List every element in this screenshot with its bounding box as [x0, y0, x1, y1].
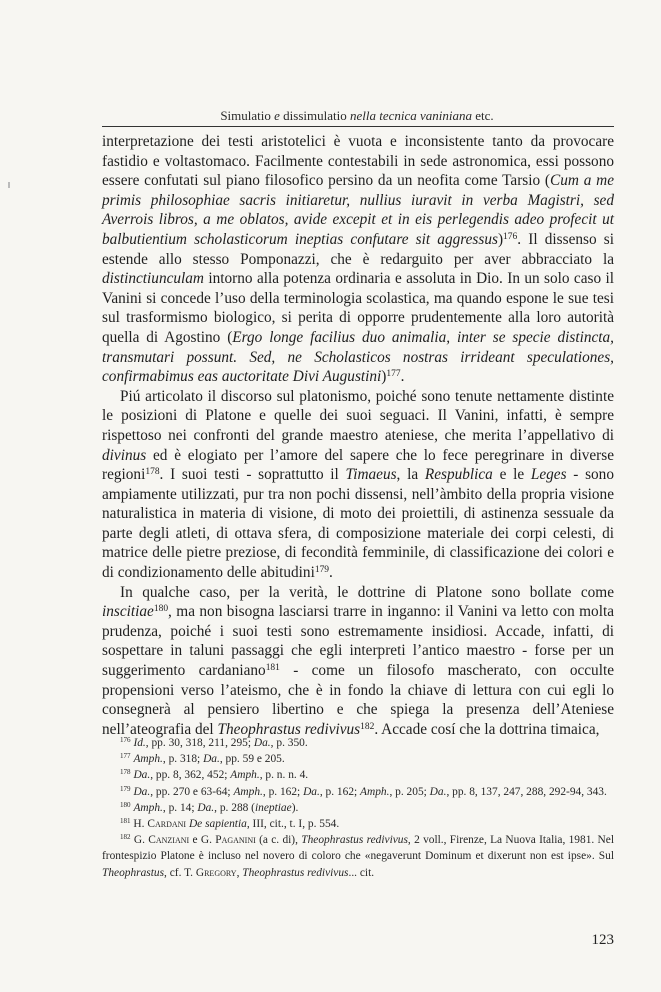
note-reference: 176 [120, 736, 131, 745]
text-run: , III, cit., t. I, p. 554. [246, 818, 340, 831]
note-reference: 182 [360, 721, 375, 732]
text-run: Amph. [360, 785, 390, 798]
text-run: , pp. 30, 318, 211, 295; [145, 737, 254, 749]
text-run: . Accade cosí che la dottrina timaica, [374, 720, 600, 738]
text-run: Amph. [230, 769, 260, 782]
text-run: Da. [133, 785, 151, 798]
footnote [102, 800, 614, 816]
running-header-part: etc. [472, 108, 494, 123]
footnote [102, 784, 614, 800]
text-run: Ergo longe facilius duo animalia, inter se specie distincta, transmutari possunt. Sed, ne Scholasticos nostras irrideant speculationes, confirmabimus eas auctoritate Divi Augustini [102, 328, 614, 386]
running-header [102, 108, 612, 124]
text-run: Amph. [133, 801, 163, 814]
note-reference: 179 [120, 784, 131, 793]
text-run: , cf. T. [164, 866, 196, 879]
footnote [102, 832, 614, 881]
text-run: ). [291, 801, 299, 814]
text-run: Da. [253, 737, 271, 749]
running-header-part: nella tecnica vaniniana [349, 108, 473, 123]
text-run: , la [396, 466, 425, 484]
text-run: inscitiae [102, 603, 154, 621]
text-run: Da. [133, 769, 151, 782]
footnote [102, 735, 614, 751]
text-run: intorno alla potenza ordinaria e assoluta in Dio. In un solo caso il Vanini si concede l’uso della terminologia scolastica, ma quando espone le sue tesi sul trasformismo biologico, si perita di opporre prudentemente alla loro autorità quella di Agostino ( [102, 270, 614, 346]
text-run: - sono ampiamente utilizzati, pur tra non pochi dissensi, nell’àmbito della propria visione naturalistica in materia di visione, di moto dei proiettili, di astinenza sessuale da parte degli atleti, di ottava sfera, di composizione materiale dei corpi celesti, di matrice delle pietre preziose, di fecondità femminile, di classificazione dei colori e di condizionamento delle abitudini [102, 466, 614, 582]
text-run: - come un filosofo mascherato, con occulte propensioni verso l’ateismo, che è in fondo la chiave di lettura con cui egli lo consegnerà al pensiero libertino e che spiega la presenza dell’Ateniese nell’ateografia del [102, 662, 614, 738]
paragraph [102, 132, 614, 387]
text-run: Piú articolato il discorso sul platonismo, poiché sono tenute nettamente distinte le posizioni di Platone e quelle dei suoi seguaci. Il Vanini, infatti, è sempre rispettoso nei confronti del grande maestro ateniese, che merita l’appellativo di [102, 387, 614, 444]
text-run: H. [130, 818, 148, 831]
text-run: ) [497, 230, 504, 248]
footnote [102, 816, 614, 832]
text-run: ) [381, 368, 387, 386]
text-run: In qualche caso, per la verità, le dottrine di Platone sono bollate come [120, 583, 614, 601]
text-run: , p. 288 ( [214, 801, 255, 814]
text-run: interpretazione dei testi aristotelici è vuota e inconsistente tanto da provocare fastidio e voltastomaco. Facilmente contestabili in sede astronomica, essi possono essere confutati sul piano filosofico persino da un neofita come Tarsio ( [102, 133, 614, 190]
running-header-part: dissimulatio [279, 108, 350, 123]
text-run: Leges [530, 466, 567, 484]
text-run: Canziani [148, 834, 190, 847]
text-run: , pp. 8, 137, 247, 288, 292-94, 343. [446, 785, 607, 798]
text-run: , [236, 866, 243, 879]
text-run: Gregory [195, 866, 237, 879]
text-run: e le [492, 466, 531, 484]
text-run: ed è elogiato per l’amore del sapere che lo fece peregrinare in diverse regioni [102, 446, 614, 484]
page-number: 123 [591, 932, 614, 948]
text-run: , pp. 8, 362, 452; [150, 769, 231, 782]
note-reference: 182 [120, 833, 131, 842]
note-reference: 181 [120, 817, 131, 826]
note-reference: 178 [120, 768, 131, 777]
text-run: Theophrastus [102, 866, 165, 879]
note-reference: 178 [145, 466, 160, 477]
text-run: . [329, 564, 333, 582]
text-run: Da. [303, 785, 320, 798]
text-run: , p. 14; [162, 801, 198, 814]
text-run: Theophrastus redivivus [242, 866, 349, 879]
text-run: Respublica [424, 466, 493, 484]
running-header-part: e [274, 108, 280, 123]
text-run: G. [130, 834, 149, 847]
text-run: distinctiunculam [102, 270, 204, 288]
note-reference: 176 [503, 231, 518, 242]
text-run: Paganini [215, 834, 256, 847]
note-reference: 180 [120, 800, 131, 809]
text-run: , ma non bisogna lasciarsi trarre in inganno: il Vanini va letto con molta prudenza, poiché i suoi testi sono estremamente insidiosi. Accade, infatti, di sospettare in taluni passaggi che egli interpreti l’antico maestro - forse per un suggerimento cardaniano [102, 603, 614, 680]
note-reference: 179 [314, 564, 330, 575]
text-run: Da. [197, 801, 215, 814]
text-run: De sapientia [188, 818, 247, 831]
text-run: Id. [133, 737, 146, 749]
text-run: , 2 voll., Firenze, La Nuova Italia, 1981. Nel frontespizio Platone è incluso nel novero di coloro che «negaverunt Dominum et dixerunt non est ipse». Sul [102, 834, 614, 863]
text-run: , p. 318; [162, 753, 204, 766]
running-header-part: Simulatio [220, 108, 275, 123]
text-run: , pp. 59 e 205. [219, 753, 285, 766]
text-run: Amph. [133, 753, 163, 766]
text-run: , p. 162; [262, 785, 304, 798]
header-rule [102, 126, 614, 127]
paragraph [102, 387, 614, 583]
note-reference: 181 [265, 662, 280, 673]
footnote [102, 767, 614, 783]
paragraph [102, 583, 614, 740]
text-run: e G. [189, 834, 216, 847]
text-run: , p. 162; [319, 785, 361, 798]
text-run: ... cit. [348, 866, 375, 879]
text-run: , p. n. n. 4. [259, 769, 309, 782]
text-run: Amph. [233, 785, 263, 798]
text-run: Cardani [147, 818, 187, 831]
note-reference: 177 [386, 368, 401, 379]
text-run: Theophrastus redivivus [301, 834, 408, 847]
text-run: Cum a me primis philosophiae sacris initiaretur, nullius iuravit in verba Magistri, sed Averrois libros, a me oblatos, avide excepit et in eis perlegendis adeo profecit ut balbutientium scholasticorum ineptias confutare sit aggressus [102, 172, 614, 248]
text-run: , p. 205; [389, 785, 430, 798]
text-run: Da. [203, 753, 220, 766]
note-reference: 177 [120, 752, 131, 761]
body-text [102, 132, 614, 739]
footnote [102, 751, 614, 767]
text-run: (a c. di), [255, 834, 302, 847]
text-run: Theophrastus redivivus [217, 720, 361, 738]
note-reference: 180 [153, 604, 169, 615]
text-run: , p. 350. [270, 737, 308, 749]
text-run: . Il dissenso si estende allo stesso Pomponazzi, che è redarguito per aver abbracciato la [102, 230, 615, 268]
text-run: divinus [102, 446, 147, 464]
text-run: Timaeus [345, 466, 397, 484]
text-run: , pp. 270 e 63-64; [150, 785, 234, 798]
text-run: ineptiae [254, 801, 292, 814]
footnotes [102, 735, 614, 881]
text-run: . I suoi testi - soprattutto il [159, 466, 346, 484]
text-run: Da. [429, 785, 447, 798]
margin-mark [8, 182, 10, 188]
text-run: . [400, 368, 405, 386]
